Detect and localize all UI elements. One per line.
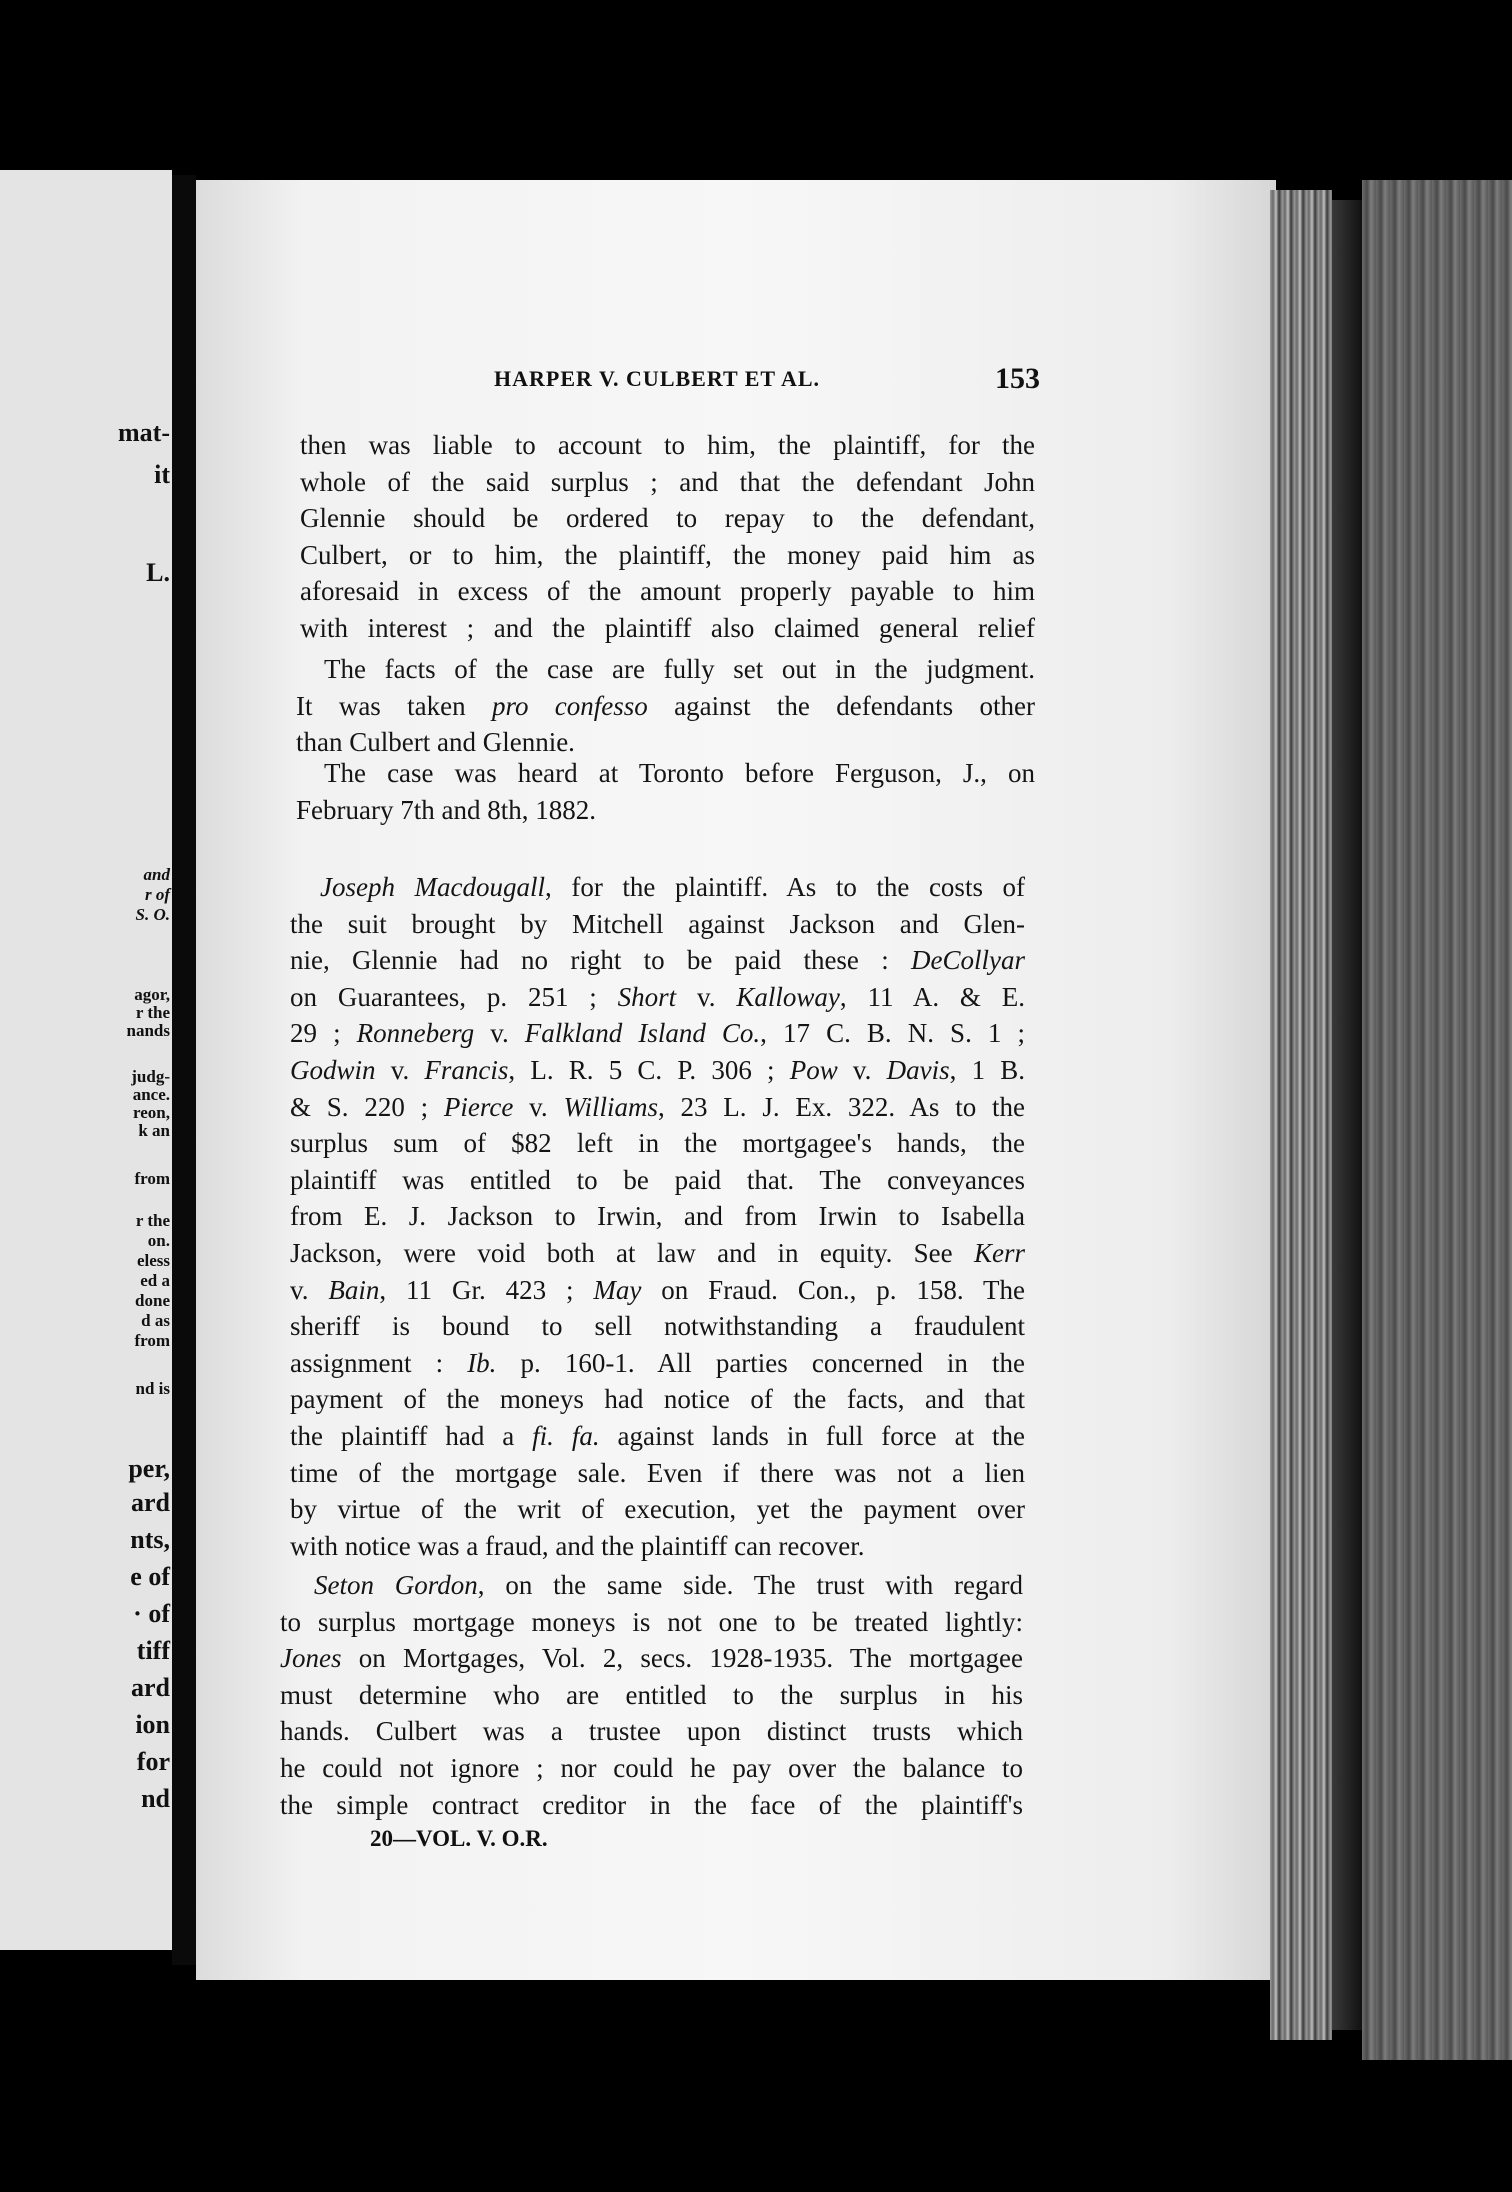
left-page-fragment: mat-: [118, 418, 170, 447]
left-page-fragment: ed a: [140, 1271, 170, 1290]
left-page-fragment: eless: [136, 1251, 170, 1270]
right-page-stack: [1362, 180, 1512, 2060]
text-line: surplus sum of $82 left in the mortgagee's hands, the: [290, 1128, 1025, 1159]
page-edge-shadow: [1332, 200, 1362, 2030]
left-page-fragment: L.: [146, 558, 170, 587]
text-line: v. Bain, 11 Gr. 423 ; May on Fraud. Con., p. 158. The: [290, 1274, 1026, 1305]
text-line: to surplus mortgage moneys is not one to be treated lightly:: [280, 1606, 1023, 1637]
text-line: than Culbert and Glennie.: [296, 727, 575, 758]
left-page-fragment: r the: [135, 1211, 170, 1230]
left-page-fragment: nd is: [135, 1379, 170, 1398]
text-line: whole of the said surplus ; and that the defendant John: [300, 466, 1035, 497]
text-line: Godwin v. Francis, L. R. 5 C. P. 306 ; Pow v. Davis, 1 B.: [290, 1055, 1026, 1085]
text-line: hands. Culbert was a trustee upon distinct trusts which: [280, 1716, 1023, 1747]
text-line: Culbert, or to him, the plaintiff, the money paid him as: [300, 539, 1035, 570]
left-page-fragment: ard: [131, 1673, 170, 1702]
text-line: 29 ; Ronneberg v. Falkland Island Co., 17 C. B. N. S. 1 ;: [290, 1018, 1025, 1049]
left-page-fragment: k an: [138, 1121, 170, 1140]
left-page-fragment: r the: [135, 1003, 170, 1022]
text-line: time of the mortgage sale. Even if there was not a lien: [290, 1457, 1025, 1488]
text-line: the suit brought by Mitchell against Jackson and Glen-: [290, 908, 1025, 939]
left-page-fragment: ion: [135, 1710, 170, 1739]
text-line: aforesaid in excess of the amount properly payable to him: [300, 576, 1035, 607]
text-line: assignment : Ib. p. 160-1. All parties concerned in the: [290, 1347, 1025, 1378]
signature-mark: 20—VOL. V. O.R.: [370, 1826, 548, 1851]
left-page-fragment: done: [135, 1291, 170, 1310]
text-line: on Guarantees, p. 251 ; Short v. Kalloway, 11 A. & E.: [290, 981, 1025, 1012]
left-page-fragment: nands: [126, 1021, 170, 1040]
text-line: with notice was a fraud, and the plaintiff can recover.: [290, 1530, 865, 1561]
text-line: sheriff is bound to sell notwithstanding a fraudulent: [290, 1311, 1025, 1342]
text-line: from E. J. Jackson to Irwin, and from Irwin to Isabella: [290, 1201, 1025, 1232]
text-line: the simple contract creditor in the face of the plaintiff's: [280, 1789, 1023, 1820]
left-page-fragment: nts,: [130, 1525, 170, 1554]
left-page-fragment: it: [154, 460, 170, 489]
left-page-fragment: reon,: [133, 1103, 170, 1122]
left-page-fragment: and: [143, 865, 170, 884]
left-page-fragment: on.: [147, 1231, 170, 1250]
text-line: the plaintiff had a fi. fa. against lands in full force at the: [290, 1421, 1025, 1451]
left-page-fragment: nd: [141, 1784, 170, 1813]
left-page-fragment: agor,: [134, 985, 170, 1004]
text-line: Joseph Macdougall, for the plaintiff. As to the costs of: [320, 872, 1026, 902]
page-number: 153: [995, 362, 1040, 395]
text-line: nie, Glennie had no right to be paid these : DeCollyar: [290, 945, 1025, 976]
text-line: he could not ignore ; nor could he pay over the balance to: [280, 1753, 1023, 1783]
page-edges: [1270, 190, 1332, 2040]
text-line: Jackson, were void both at law and in equity. See Kerr: [290, 1238, 1025, 1268]
left-page-fragment: from: [134, 1169, 170, 1188]
text-line: & S. 220 ; Pierce v. Williams, 23 L. J. Ex. 322. As to the: [290, 1091, 1026, 1122]
text-line: by virtue of the writ of execution, yet the payment over: [290, 1494, 1025, 1525]
text-line: Glennie should be ordered to repay to the defendant,: [300, 503, 1035, 534]
text-line: then was liable to account to him, the plaintiff, for the: [300, 430, 1035, 460]
text-line: Seton Gordon, on the same side. The trust with regard: [314, 1570, 1023, 1600]
left-page-fragment: per,: [128, 1454, 170, 1483]
left-page-fragment: ance.: [132, 1085, 170, 1104]
text-line: The facts of the case are fully set out in the judgment.: [324, 654, 1035, 684]
left-page-fragment: S. O.: [135, 905, 170, 924]
text-line: February 7th and 8th, 1882.: [296, 794, 596, 825]
left-page-fragment: ard: [131, 1488, 170, 1517]
text-line: must determine who are entitled to the surplus in his: [280, 1679, 1023, 1710]
running-head: [300, 362, 1040, 402]
left-page-fragment: · of: [133, 1599, 170, 1628]
text-line: Jones on Mortgages, Vol. 2, secs. 1928-1935. The mortgagee: [280, 1643, 1023, 1674]
left-page-fragment: for: [136, 1747, 170, 1776]
left-page-fragment: r of: [144, 885, 170, 904]
left-page-fragment: judg-: [131, 1067, 170, 1086]
left-page-fragment: e of: [130, 1562, 170, 1591]
text-line: with interest ; and the plaintiff also claimed general relief: [300, 613, 1035, 643]
left-page-fragment: from: [134, 1331, 170, 1350]
left-page-fragment: tiff: [136, 1636, 170, 1665]
running-title: HARPER V. CULBERT ET AL.: [494, 366, 821, 391]
page-gutter: [172, 175, 196, 1965]
text-line: plaintiff was entitled to be paid that. The conveyances: [290, 1164, 1025, 1195]
text-line: It was taken pro confesso against the defendants other: [296, 690, 1035, 721]
left-page-fragment: d as: [141, 1311, 170, 1330]
text-line: The case was heard at Toronto before Ferguson, J., on: [324, 758, 1035, 788]
text-line: payment of the moneys had notice of the facts, and that: [290, 1384, 1025, 1415]
